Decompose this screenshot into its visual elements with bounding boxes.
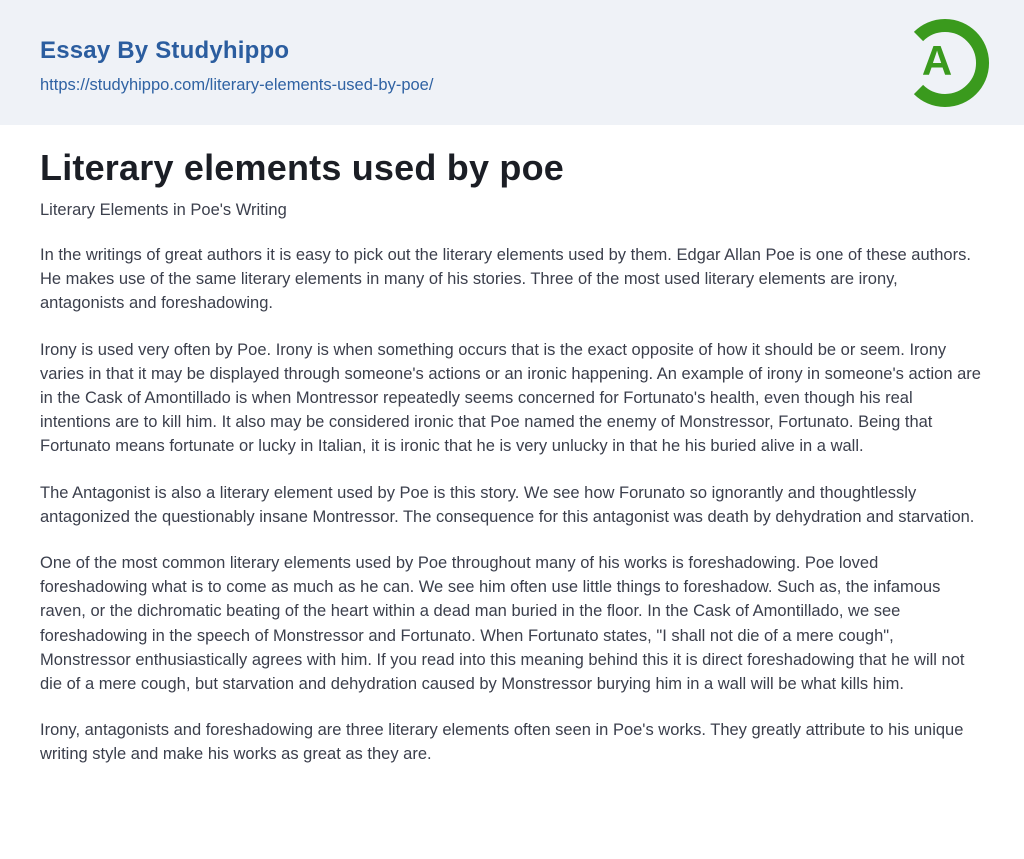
site-title-link[interactable]: Essay By Studyhippo [40, 36, 290, 64]
paragraph: One of the most common literary elements used by Poe throughout many of his works is foreshadowing. Poe loved foreshadowing what is to come as much as he can. We see him often use little things to foreshadow. Such as, the infamous raven, or the dichromatic beating of the heart within a dead man buried in the floor. In the Cask of Amontillado, we see foreshadowing in the speech of Monstressor and Fortunato. When Fortunato states, "I shall not die of a mere cough", Monstressor enthusiastically agrees with him. If you read into this meaning behind this it is direct foreshadowing that he will not die of a mere cough, but starvation and dehydration caused by Monstressor burying him in a wall will be what kills him. [40, 554, 965, 694]
paragraph: Irony, antagonists and foreshadowing are three literary elements often seen in Poe's works. They greatly attribute to his unique writing style and make his works as great as they are. [40, 721, 964, 764]
source-url-link[interactable]: https://studyhippo.com/literary-elements-used-by-poe/ [40, 75, 434, 94]
page-title: Literary elements used by poe [40, 147, 564, 188]
logo-letter: A [921, 36, 953, 84]
paragraph: In the writings of great authors it is easy to pick out the literary elements used by them. Edgar Allan Poe is one of these authors. He makes use of the same literary elements in many of his stories. Three of the most used literary elements are irony, antagonists and foreshadowing. [40, 246, 971, 313]
article-subtitle: Literary Elements in Poe's Writing [40, 201, 287, 219]
article-content [0, 125, 1024, 767]
site-header [0, 0, 1024, 125]
paragraph: Irony is used very often by Poe. Irony is when something occurs that is the exact opposite of how it should be or seem. Irony varies in that it may be displayed through someone's actions or an ironic happening. An example of irony in someone's action are in the Cask of Amontillado is when Montressor repeatedly seems concerned for Fortunato's health, even though his real intentions are to kill him. It also may be considered ironic that Poe named the enemy of Monstressor, Fortunato. Being that Fortunato means fortunate or lucky in Italian, it is ironic that he is very unlucky in that he his buried alive in a wall. [40, 340, 981, 456]
site-header-text [40, 31, 433, 95]
article-body [40, 243, 984, 767]
studyhippo-logo-icon[interactable] [900, 18, 990, 108]
paragraph: The Antagonist is also a literary element used by Poe is this story. We see how Forunato so ignorantly and thoughtlessly antagonized the questionably insane Montressor. The consequence for this antagonist was death by dehydration and starvation. [40, 483, 975, 526]
